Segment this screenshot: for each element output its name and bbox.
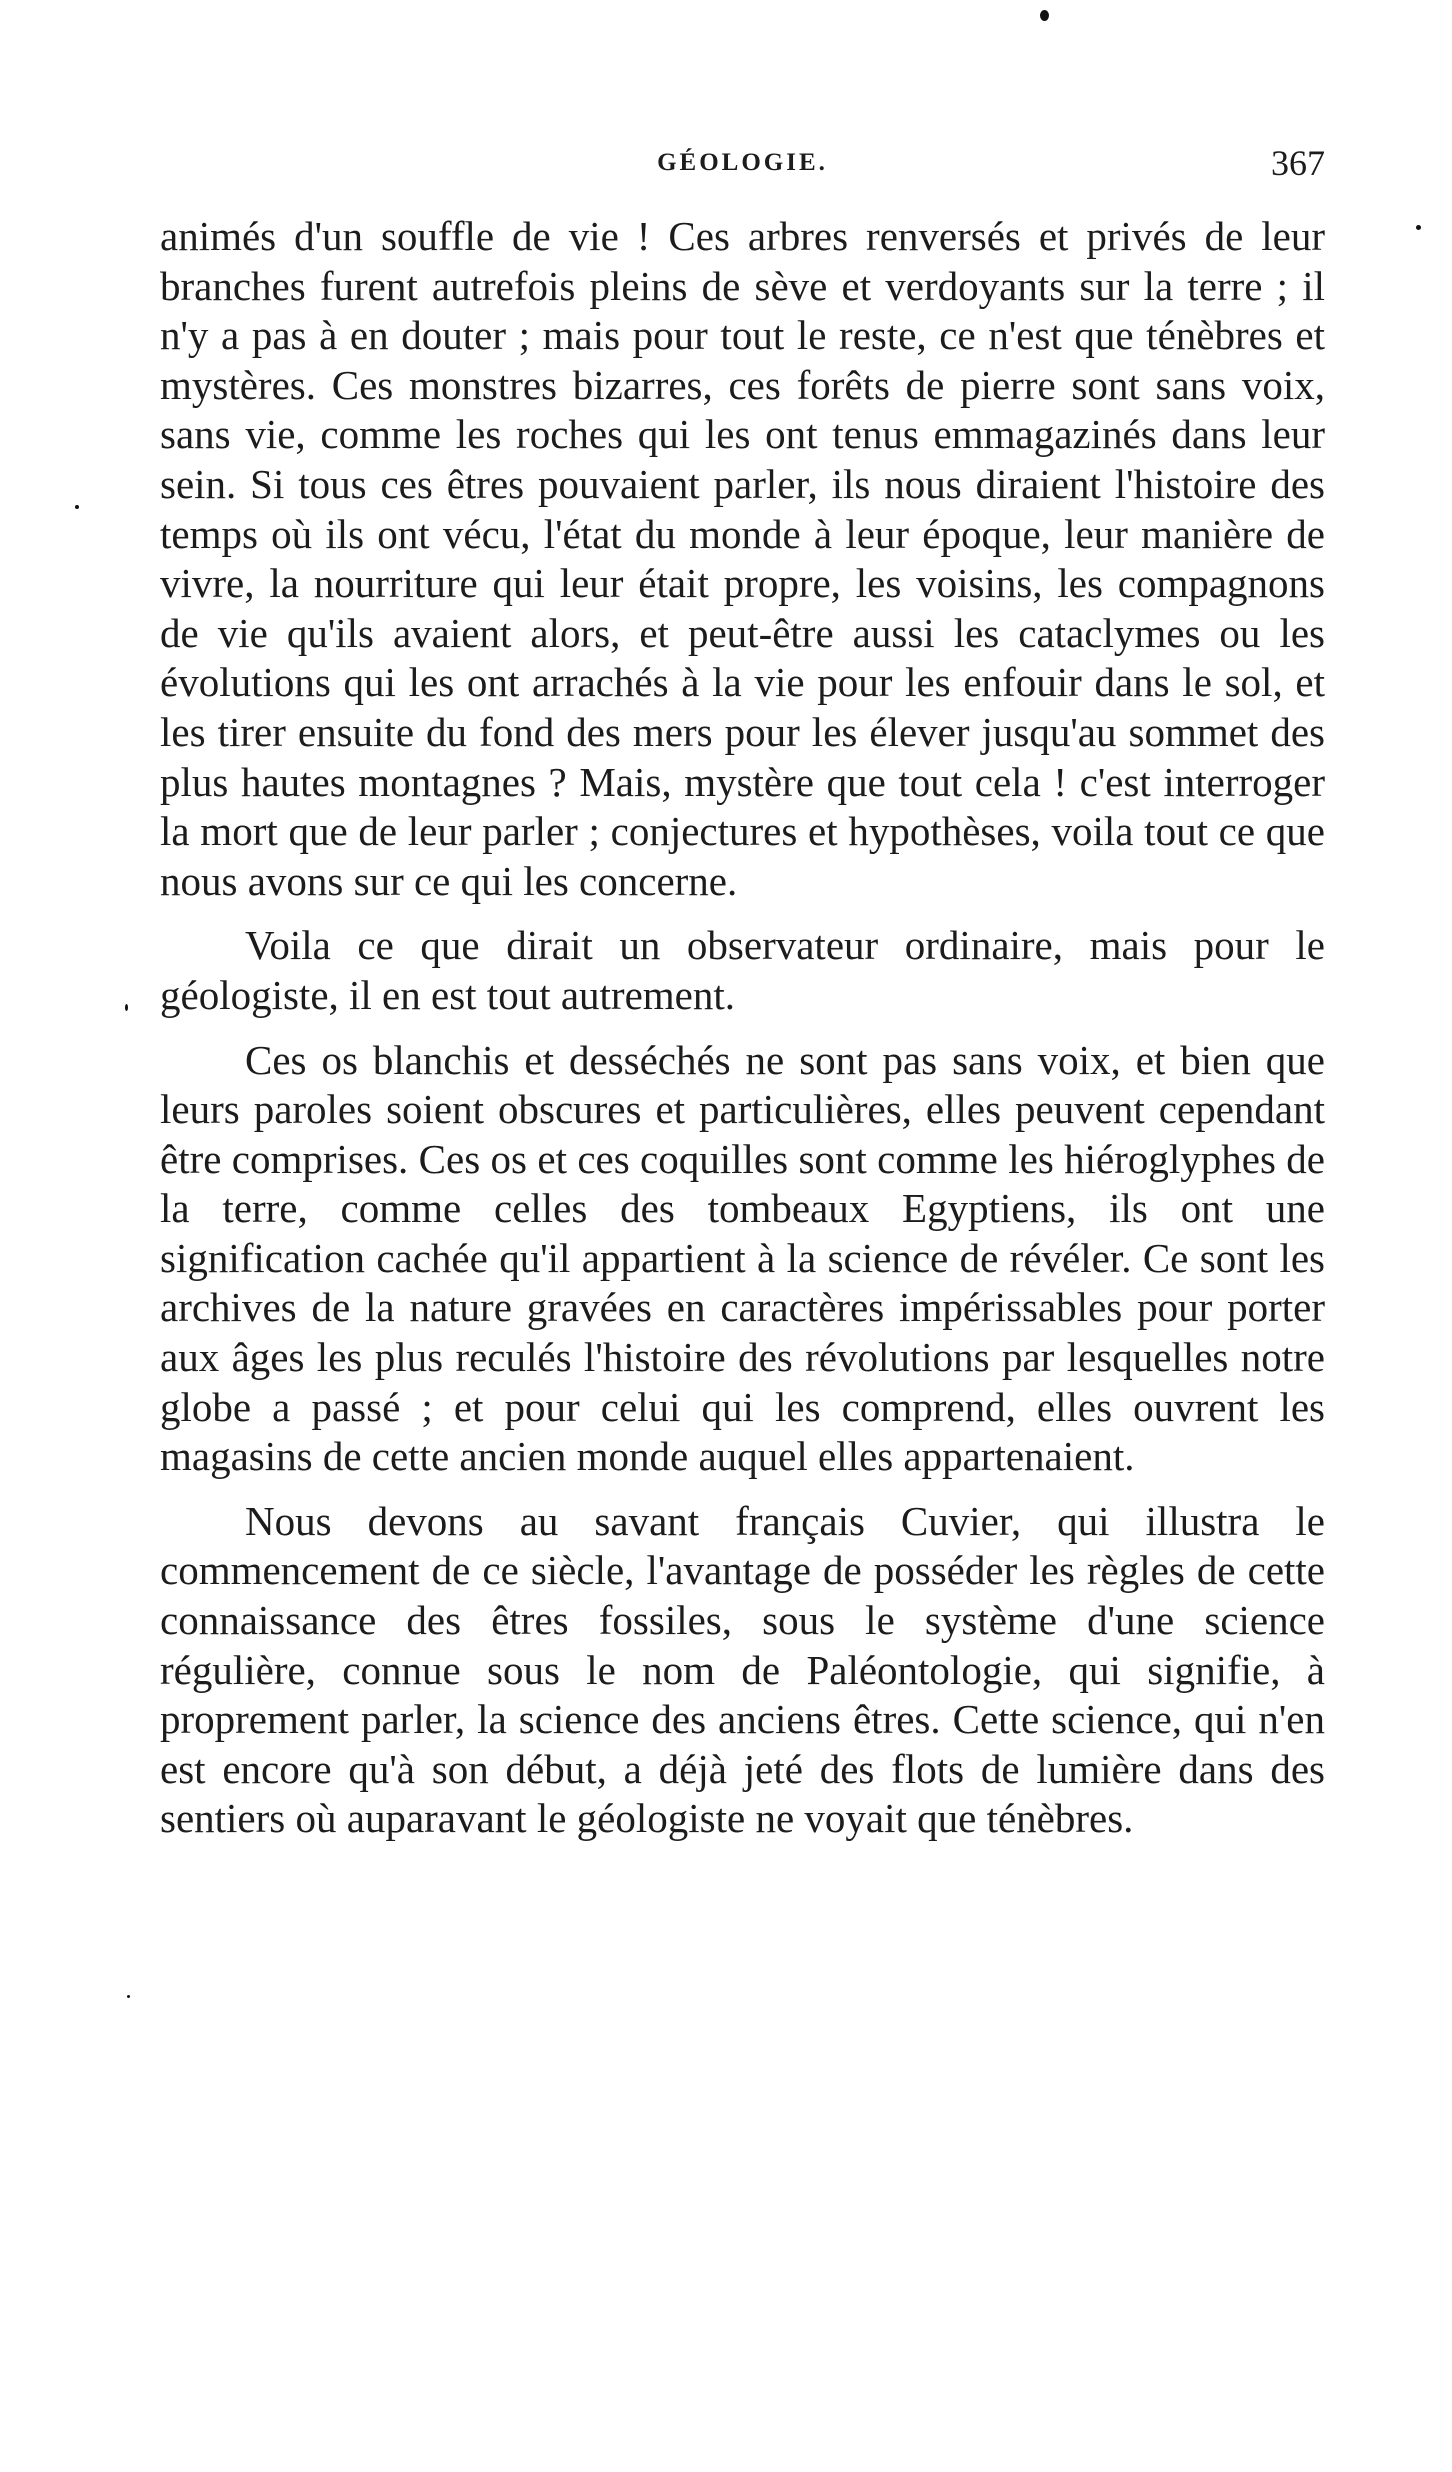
- print-speck: [125, 1004, 128, 1011]
- paragraph: Nous devons au savant français Cuvier, qui illustra le commencement de ce siècle, l'avantage de posséder les règles de cette connaissance des êtres fossiles, sous le système d'une science régulière, connue sous le nom de Paléontologie, qui signifie, à proprement parler, la science des anciens êtres. Cette science, qui n'en est encore qu'à son début, a déjà jeté des flots de lumière dans des sentiers où auparavant le géologiste ne voyait que ténèbres.: [160, 1497, 1325, 1842]
- paragraph: Ces os blanchis et desséchés ne sont pas sans voix, et bien que leurs paroles soient obscures et particulières, elles peuvent cependant être comprises. Ces os et ces coquilles sont comme les hiéroglyphes de la terre, comme celles des tombeaux Egyptiens, ils ont une signification cachée qu'il appartient à la science de révéler. Ce sont les archives de la nature gravées en caractères impérissables pour porter aux âges les plus reculés l'histoire des révolutions par lesquelles notre globe a passé ; et pour celui qui les comprend, elles ouvrent les magasins de cette ancien monde auquel elles appartenaient.: [160, 1036, 1325, 1480]
- print-speck: [1416, 225, 1421, 230]
- running-title: GÉOLOGIE.: [657, 149, 828, 176]
- body-text: [160, 212, 1325, 1844]
- paragraph: Voila ce que dirait un observateur ordinaire, mais pour le géologiste, il en est tout autrement.: [160, 922, 1325, 1018]
- page-number: 367: [1271, 143, 1325, 183]
- print-speck: [1040, 10, 1049, 21]
- print-speck: [127, 1995, 130, 1998]
- paragraph: animés d'un souffle de vie ! Ces arbres renversés et privés de leur branches furent autrefois pleins de sève et verdoyants sur la terre ; il n'y a pas à en douter ; mais pour tout le reste, ce n'est que ténèbres et mystères. Ces monstres bizarres, ces forêts de pierre sont sans voix, sans vie, comme les roches qui les ont tenus emmagazinés dans leur sein. Si tous ces êtres pouvaient parler, ils nous diraient l'histoire des temps où ils ont vécu, l'état du monde à leur époque, leur manière de vivre, la nourriture qui leur était propre, les voisins, les compagnons de vie qu'ils avaient alors, et peut-être aussi les cataclymes ou les évolutions qui les ont arrachés à la vie pour les enfouir dans le sol, et les tirer ensuite du fond des mers pour les élever jusqu'au sommet des plus hautes montagnes ? Mais, mystère que tout cela ! c'est interroger la mort que de leur parler ; conjectures et hypothèses, voila tout ce que nous avons sur ce qui les concerne.: [160, 213, 1325, 904]
- print-speck: [75, 505, 79, 509]
- page-header: [160, 143, 1325, 193]
